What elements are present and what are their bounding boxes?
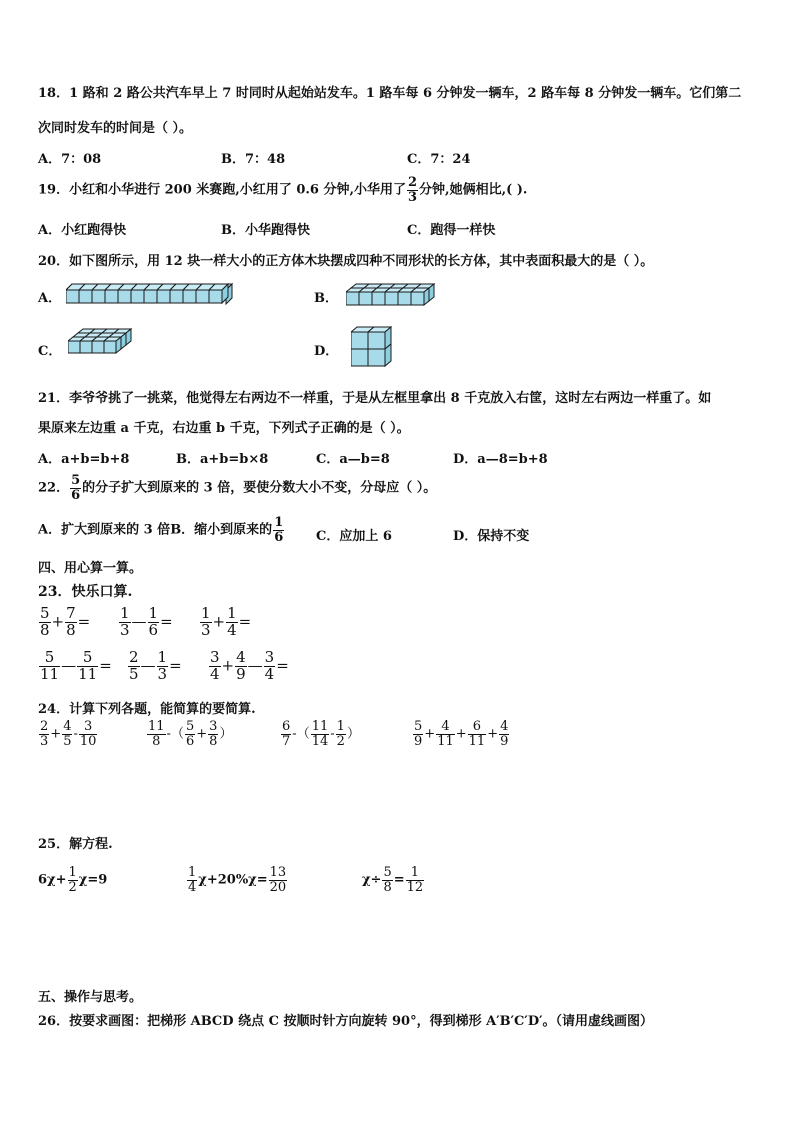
q22-option-c: C．应加上 6 [316,529,392,544]
cuboid-c-figure [68,328,134,364]
q21-line1: 21．李爷爷挑了一挑菜，他觉得左右两边不一样重，于是从左框里拿出 8 千克放入右筐，这时左右两边一样重了。如 [38,391,712,406]
q21-option-d: D．a—8=b+8 [453,452,548,467]
cube-front-face [79,290,92,303]
q19-option-a: A．小红跑得快 [38,223,127,238]
cube-front-face [351,349,368,366]
cube-front-face [131,290,144,303]
q24-expr-4: $\frac{5}{9}$ + $\frac{4}{11}$ + $\frac{6}{11}$ + $\frac{4}{9}$ [414,719,509,749]
q19-question [38,176,527,204]
cube-front-face [385,292,398,305]
q18-option-b: B．7：48 [221,152,286,167]
cube-front-face [196,290,209,303]
q20-option-d: D． [314,344,339,359]
q23-expr-2: $\frac{1}{3}$ — $\frac{1}{6}$ = [120,604,173,639]
q18-line1: 18．1 路和 2 路公共汽车早上 7 时同时从起始站发车。1 路车每 6 分钟发一辆车，2 路车每 8 分钟发一辆车。它们第二 [38,86,742,101]
cube-front-face [372,292,385,305]
cube-front-face [209,290,222,303]
cube-front-face [351,332,368,349]
q24-expr-2: $\frac{11}{8}$ -（ $\frac{5}{6}$ + $\frac{3}{8}$ ） [148,719,233,749]
q23-expr-5: $\frac{2}{5}$ — $\frac{1}{3}$ = [129,648,182,683]
q19-text-post: 分钟,她俩相比,( ). [419,182,528,198]
cube-front-face [170,290,183,303]
q18-option-c: C．7：24 [407,152,471,167]
q21-option-a: A．a+b=b+8 [38,452,130,467]
cube-front-face [104,341,116,353]
cube-front-face [368,332,385,349]
cube-front-face [118,290,131,303]
q26-question: 26．按要求画图：把梯形 ABCD 绕点 C 按顺时针方向旋转 90°，得到梯形 A′B′C′D′。（请用虚线画图） [38,1014,654,1029]
q25-equation-2: $\frac{1}{4}$ χ+20%χ= $\frac{13}{20}$ [188,865,287,895]
cuboid-d-figure [351,326,407,368]
cube-front-face [66,290,79,303]
q23-expr-4: $\frac{5}{11}$ — $\frac{5}{11}$ = [40,648,112,683]
q20-option-c: C． [38,344,62,359]
cube-front-face [398,292,411,305]
q23-title: 23．快乐口算. [38,584,133,600]
q25-equation-1: 6χ+ $\frac{1}{2}$ χ=9 [38,865,108,895]
q18-option-a: A．7：08 [38,152,102,167]
cube-front-face [346,292,359,305]
q22-options: A．扩大到原来的 3 倍B．缩小到原来的 $\frac{1}{6}$ [38,515,284,545]
cube-front-face [411,292,424,305]
q22-option-a: A．扩大到原来的 3 倍 [38,522,171,538]
q22-option-d: D．保持不变 [453,529,530,544]
q20-question: 20．如下图所示，用 12 块一样大小的正方体木块摆成四种不同形状的长方体，其中表面积最大的是（ ）。 [38,254,654,269]
q23-expr-1: $\frac{5}{8}$ + $\frac{7}{8}$ = [40,604,91,639]
cube-front-face [359,292,372,305]
cuboid-a-figure [66,283,236,305]
q22-option-b: B．缩小到原来的 [170,522,273,538]
q19-fraction: $\frac{2}{3}$ [408,175,418,205]
q24-expr-3: $\frac{6}{7}$ -（ $\frac{11}{14}$ - $\frac{1}{2}$ ） [282,719,360,749]
q22-question: 22． $\frac{5}{6}$ 的分子扩大到原来的 3 倍，要使分数大小不变，分母应（ ）。 [38,473,437,503]
q19-option-c: C．跑得一样快 [407,223,496,238]
cube-front-face [68,341,80,353]
cube-front-face [92,290,105,303]
q18-line2: 次同时发车的时间是（ ）。 [38,121,193,136]
cube-front-face [144,290,157,303]
q20-option-b: B． [314,291,338,306]
section-4-heading: 四、用心算一算。 [38,561,143,576]
section-5-heading: 五、操作与思考。 [38,990,143,1005]
q24-title: 24．计算下列各题，能简算的要简算. [38,702,256,717]
cube-front-face [368,349,385,366]
q19-text-pre: 19．小红和小华进行 200 米赛跑,小红用了 0.6 分钟,小华用了 [38,182,406,198]
cube-front-face [92,341,104,353]
cube-front-face [183,290,196,303]
q22-fraction: $\frac{5}{6}$ [71,473,81,503]
q19-option-b: B．小华跑得快 [221,223,310,238]
q24-expr-1: $\frac{2}{3}$ + $\frac{4}{5}$ - $\frac{3}{10}$ [40,719,97,749]
cube-front-face [80,341,92,353]
q20-option-a: A． [38,291,62,306]
q23-expr-6: $\frac{3}{4}$ + $\frac{4}{9}$ — $\frac{3}{4}$ = [210,648,289,683]
cube-front-face [157,290,170,303]
cube-front-face [105,290,118,303]
q21-option-b: B．a+b=b×8 [176,452,269,467]
q25-equation-3: χ÷ $\frac{5}{8}$ = $\frac{1}{12}$ [362,865,424,895]
q25-title: 25．解方程. [38,837,113,852]
cuboid-b-figure [346,283,441,311]
q21-line2: 果原来左边重 a 千克，右边重 b 千克，下列式子正确的是（ ）。 [38,421,410,436]
q23-expr-3: $\frac{1}{3}$ + $\frac{1}{4}$ = [201,604,252,639]
q21-option-c: C．a—b=8 [316,452,390,467]
